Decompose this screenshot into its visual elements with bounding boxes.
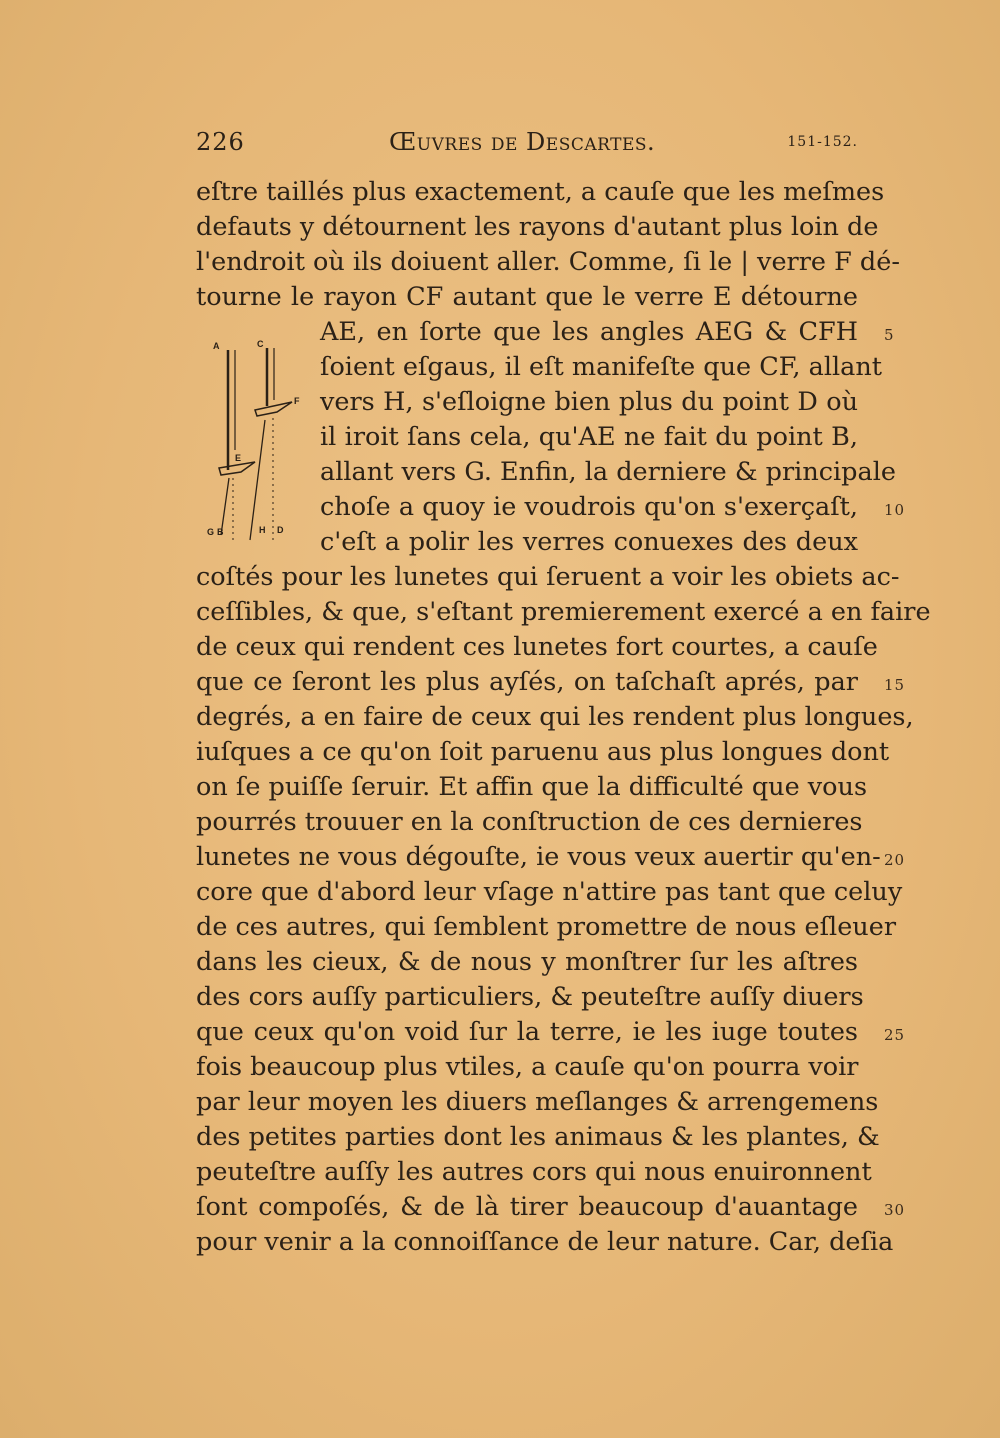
- figure-label: G: [207, 527, 215, 537]
- figure-label: D: [277, 525, 284, 535]
- running-header: [196, 128, 858, 162]
- text-line: des cors auſſy particuliers, & peuteſtre auſſy diuers: [196, 982, 864, 1012]
- figure-label: C: [257, 339, 264, 349]
- text-line: lunetes ne vous dégouſte, ie vous veux auertir qu'en-: [196, 842, 881, 872]
- text-line: eſtre taillés plus exactement, a cauſe que les meſmes: [196, 177, 885, 207]
- text-line: que ce ſeront les plus ayſés, on taſchaſt aprés, par: [196, 667, 858, 697]
- text-line: fois beaucoup plus vtiles, a cauſe qu'on pourra voir: [196, 1052, 859, 1082]
- text-line: pour venir a la connoiſſance de leur nature. Car, deſia: [196, 1227, 894, 1257]
- text-line: AE, en ſorte que les angles AEG & CFH: [320, 317, 858, 347]
- text-line: que ceux qu'on void ſur la terre, ie les iuge toutes: [196, 1017, 858, 1047]
- text-line: pourrés trouuer en la conſtruction de ces dernieres: [196, 807, 863, 837]
- text-line: allant vers G. Enfin, la derniere & principale: [320, 457, 896, 487]
- line-number: 25: [884, 1026, 906, 1044]
- text-line: degrés, a en faire de ceux qui les rendent plus longues,: [196, 702, 914, 732]
- text-line: ſont compoſés, & de là tirer beaucoup d'auantage: [196, 1192, 858, 1222]
- line-number: 15: [884, 676, 906, 694]
- figure-label: F: [294, 396, 300, 406]
- text-line: de ceux qui rendent ces lunetes fort courtes, a cauſe: [196, 632, 878, 662]
- text-line: choſe a quoy ie voudrois qu'on s'exerçaſt,: [320, 492, 858, 522]
- text-line: vers H, s'eſloigne bien plus du point D où: [320, 387, 858, 417]
- text-line: tourne le rayon CF autant que le verre E détourne: [196, 282, 858, 312]
- text-line: l'endroit où ils doiuent aller. Comme, ſi le | verre F dé-: [196, 247, 900, 277]
- running-title: Œuvres de Descartes.: [389, 128, 656, 156]
- text-line: core que d'abord leur vſage n'attire pas tant que celuy: [196, 877, 903, 907]
- figure-label: E: [235, 453, 242, 463]
- text-line: des petites parties dont les animaus & les plantes, &: [196, 1122, 880, 1152]
- text-line: ſoient eſgaus, il eſt manifeſte que CF, allant: [320, 352, 883, 382]
- line-number: 20: [884, 851, 906, 869]
- text-line: par leur moyen les diuers meſlanges & arrengemens: [196, 1087, 879, 1117]
- line-number: 10: [884, 501, 906, 519]
- text-line: peuteſtre auſſy les autres cors qui nous enuironnent: [196, 1157, 872, 1187]
- text-line: c'eſt a polir les verres conuexes des deux: [320, 527, 858, 557]
- line-number: 5: [884, 326, 895, 344]
- line-number: 30: [884, 1201, 906, 1219]
- text-line: defauts y détournent les rayons d'autant plus loin de: [196, 212, 879, 242]
- text-line: iuſques a ce qu'on ſoit paruenu aus plus longues dont: [196, 737, 890, 767]
- text-line: ceſſibles, & que, s'eſtant premierement exercé a en faire: [196, 597, 931, 627]
- figure-label: B: [217, 527, 224, 537]
- figure-label: A: [213, 341, 220, 351]
- text-line: coſtés pour les lunetes qui ſeruent a voir les obiets ac-: [196, 562, 900, 592]
- figure-label: H: [259, 525, 266, 535]
- text-line: dans les cieux, & de nous y monſtrer ſur les aſtres: [196, 947, 858, 977]
- lens-diagram: [205, 330, 305, 545]
- text-line: de ces autres, qui ſemblent promettre de nous eſleuer: [196, 912, 897, 942]
- text-line: il iroit ſans cela, qu'AE ne fait du point B,: [320, 422, 858, 452]
- text-line: on ſe puiſſe ſeruir. Et affin que la difficulté que vous: [196, 772, 868, 802]
- page-number: 226: [196, 128, 245, 156]
- folio-reference: 151-152.: [787, 134, 858, 150]
